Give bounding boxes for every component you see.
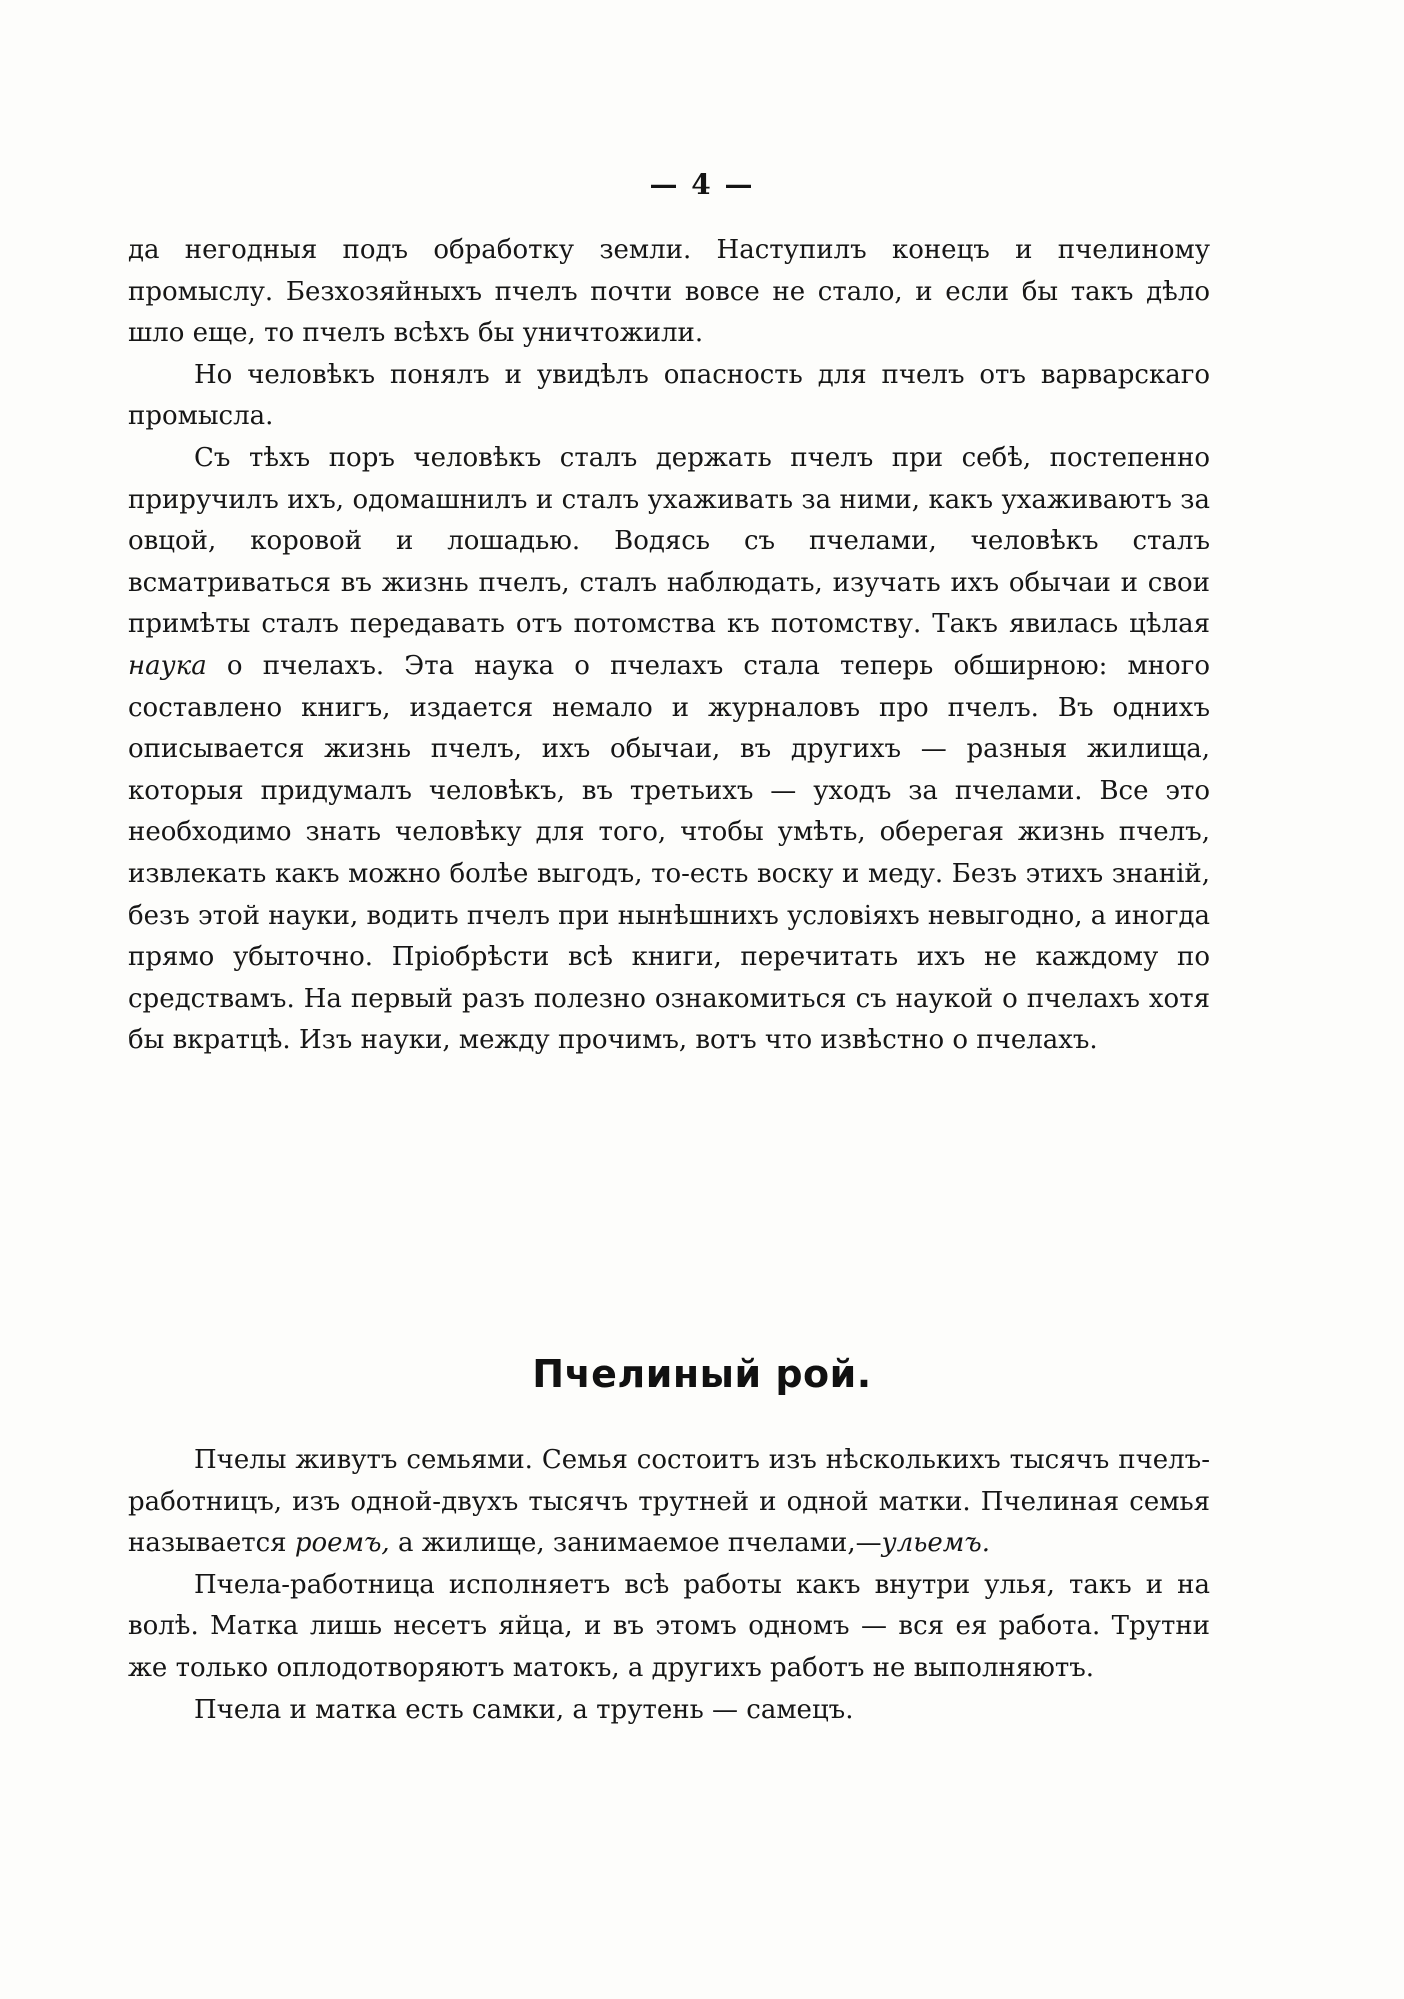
emphasized-word: наука (128, 650, 207, 681)
body-text-top (128, 230, 1210, 1062)
paragraph: да негодныя подъ обработку земли. Наступилъ конецъ и пчелиному промыслу. Безхозяйныхъ пчелъ почти вовсе не стало, и если бы такъ дѣло шло еще, то пчелъ всѣхъ бы уничтожили. (128, 235, 1210, 349)
paragraph: Пчела и матка есть самки, а трутень — самецъ. (194, 1694, 854, 1725)
paragraph (128, 438, 1210, 1062)
paragraph-text: а жилище, занимаемое пчелами,— (397, 1528, 882, 1559)
section-heading: Пчелиный рой. (532, 1352, 872, 1396)
paragraph: Пчела-работница исполняетъ всѣ работы какъ внутри улья, такъ и на волѣ. Матка лишь несетъ яйца, и въ этомъ одномъ — вся ея работа. Трутни же только оплодотворяютъ матокъ, а другихъ работъ не выполняютъ. (128, 1569, 1210, 1683)
body-text-bottom (128, 1440, 1210, 1731)
page-number: — 4 — (649, 168, 755, 201)
paragraph-text: Пчелы живутъ семьями. Семья состоитъ изъ нѣсколькихъ тысячъ пчелъ-работницъ, изъ одной-двухъ тысячъ трутней и одной матки. Пчелиная семья называется (128, 1445, 1210, 1559)
paragraph: Но человѣкъ понялъ и увидѣлъ опасность для пчелъ отъ варварскаго промысла. (128, 359, 1210, 432)
emphasized-word: ульемъ. (881, 1528, 990, 1559)
paragraph (128, 1440, 1210, 1565)
paragraph-text: о пчелахъ. Эта наука о пчелахъ стала теперь обширною: много составлено книгъ, издается немало и журналовъ про пчелъ. Въ однихъ описывается жизнь пчелъ, ихъ обычаи, въ другихъ — разныя жилища, которыя придумалъ человѣкъ, въ третьихъ — уходъ за пчелами. Все это необходимо знать человѣку для того, чтобы умѣть, оберегая жизнь пчелъ, извлекать какъ можно болѣе выгодъ, то-есть воску и меду. Безъ этихъ знаній, безъ этой науки, водить пчелъ при нынѣшнихъ условіяхъ невыгодно, а иногда прямо убыточно. Пріобрѣсти всѣ книги, перечитать ихъ не каждому по средствамъ. На первый разъ полезно ознакомиться съ наукой о пчелахъ хотя бы вкратцѣ. Изъ науки, между прочимъ, вотъ что извѣстно о пчелахъ. (128, 650, 1210, 1056)
paragraph-text: Съ тѣхъ поръ человѣкъ сталъ держать пчелъ при себѣ, постепенно приручилъ ихъ, одомашнилъ и сталъ ухаживать за ними, какъ ухаживаютъ за овцой, коровой и лошадью. Водясь съ пчелами, человѣкъ сталъ всматриваться въ жизнь пчелъ, сталъ наблюдать, изучать ихъ обычаи и свои примѣты сталъ передавать отъ потомства къ потомству. Такъ явилась цѣлая (128, 442, 1210, 640)
emphasized-word: роемъ, (294, 1528, 390, 1559)
